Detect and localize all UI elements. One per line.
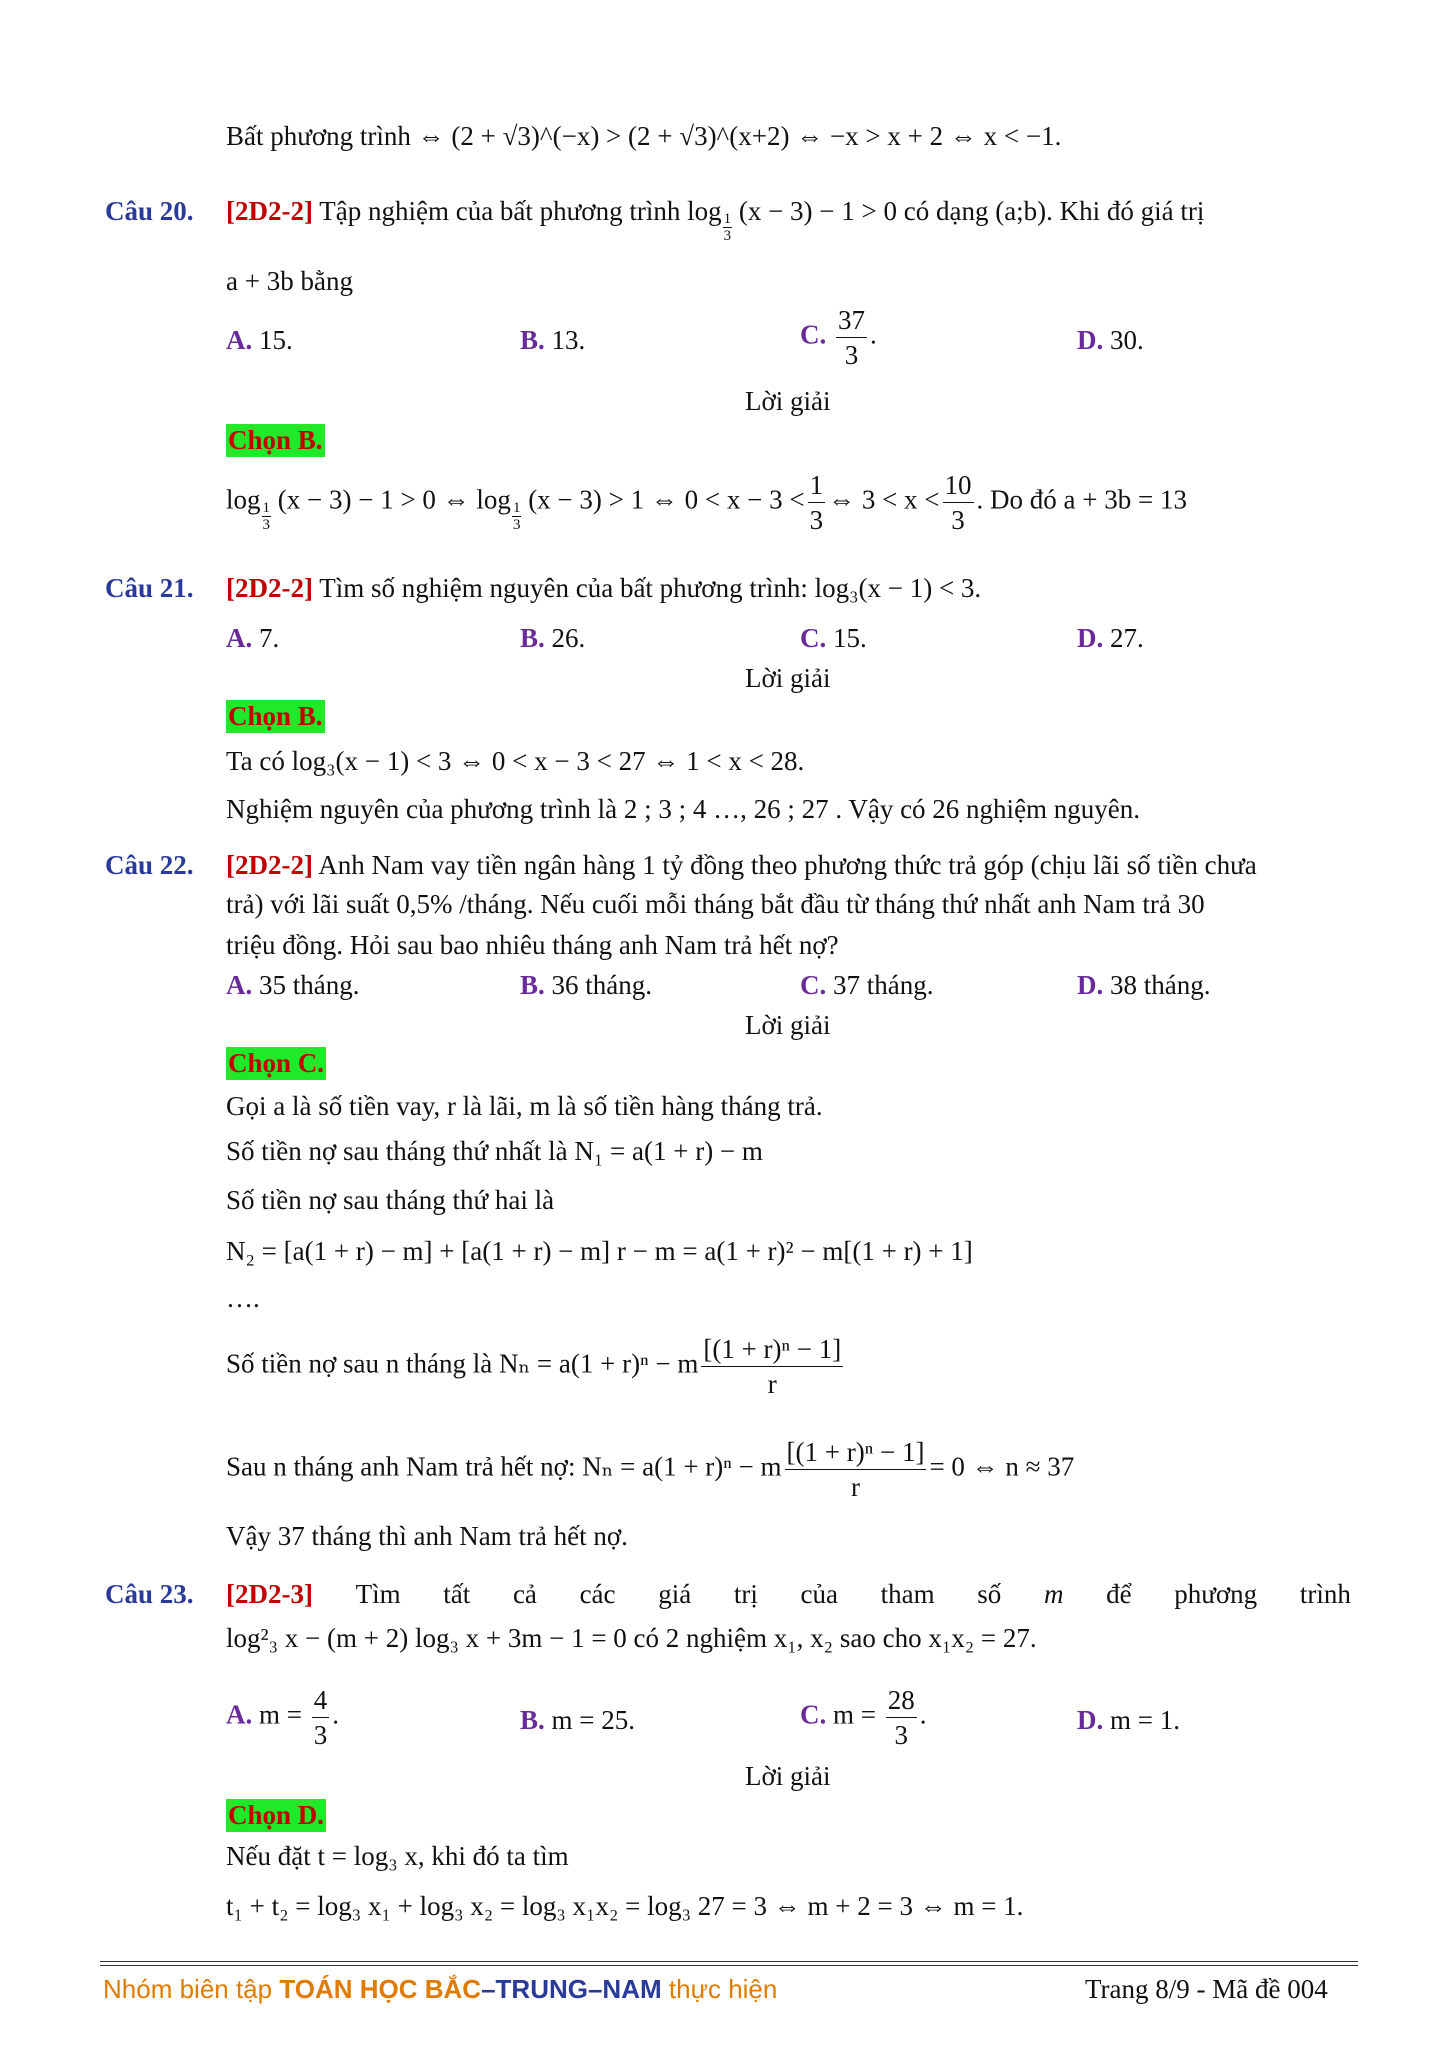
footer-divider-second: [100, 1965, 1358, 1966]
log-base-fraction: $\frac{1}{3}$: [723, 211, 732, 244]
question-22-solution-line-4: N₂ = [a(1 + r) − m] + [a(1 + r) − m] r − m = a(1 + r)² − m[(1 + r) + 1]: [226, 1236, 973, 1266]
question-22-text-line-3: triệu đồng. Hỏi sau bao nhiêu tháng anh Nam trả hết nợ?: [226, 930, 839, 960]
question-22-text-line-2: trả) với lãi suất 0,5% /tháng. Nếu cuối mỗi tháng bắt đầu từ tháng thứ nhất anh Nam trả 30: [226, 889, 1205, 919]
question-20-option-a: A. 15.: [226, 325, 293, 355]
question-22-option-a: A. 35 tháng.: [226, 970, 360, 1000]
question-22-solution-nth-month: Số tiền nợ sau n tháng là Nₙ = a(1 + r)ⁿ − m $\frac{\text{[(1 + r)ⁿ − 1]}}{r}$: [226, 1334, 842, 1399]
question-22-solution-line-5: ….: [226, 1283, 260, 1313]
question-22-option-d: D. 38 tháng.: [1077, 970, 1211, 1000]
intro-line: Bất phương trình ⇔ (2 + √3)^(−x) > (2 + √3)^(x+2) ⇔ −x > x + 2 ⇔ x < −1.: [226, 121, 1062, 151]
question-22-solution-line-2: Số tiền nợ sau tháng thứ nhất là N₁ = a(1 + r) − m: [226, 1136, 763, 1166]
question-22-solution-label: Lời giải: [745, 1010, 831, 1040]
question-20-answer-highlight: Chọn B.: [228, 425, 323, 455]
question-20-text-line2: a + 3b bằng: [226, 266, 353, 296]
question-21-option-b: B. 26.: [520, 623, 586, 653]
question-23-option-a: A. m = $\frac{4}{3}$ .: [226, 1685, 339, 1750]
question-21-answer-highlight: Chọn B.: [228, 701, 323, 731]
question-22-text-line-1: [2D2-2] Anh Nam vay tiền ngân hàng 1 tỷ đồng theo phương thức trả góp (chịu lãi số tiền chưa: [226, 850, 1257, 880]
question-22-answer-highlight: Chọn C.: [228, 1048, 325, 1078]
question-21-text: [2D2-2] Tìm số nghiệm nguyên của bất phương trình: log₃(x − 1) < 3.: [226, 573, 982, 603]
question-23-number: Câu 23.: [105, 1579, 194, 1609]
question-22-option-b: B. 36 tháng.: [520, 970, 653, 1000]
question-22-solution-final: Sau n tháng anh Nam trả hết nợ: Nₙ = a(1 + r)ⁿ − m $\frac{\text{[(1 + r)ⁿ − 1]}}{r}$ = 0 ⇔ n ≈ 37: [226, 1437, 1075, 1502]
question-21-option-a: A. 7.: [226, 623, 280, 653]
question-21-solution-line-2: Nghiệm nguyên của phương trình là 2 ; 3 ; 4 …, 26 ; 27 . Vậy có 26 nghiệm nguyên.: [226, 794, 1141, 824]
question-20-tag: [2D2-2]: [226, 196, 313, 226]
question-21-option-c: C. 15.: [800, 623, 867, 653]
question-20-solution-line: log $\frac{1}{3}$ (x − 3) − 1 > 0 ⇔ log $\frac{1}{3}$ (x − 3) > 1 ⇔ 0 < x − 3 < $\frac{1}{3}$ ⇔ 3 < x < $\frac{10}{3}$ . Do đó a + 3b = 13: [226, 470, 1187, 535]
footer-divider: [100, 1961, 1358, 1962]
question-23-solution-line-2: t₁ + t₂ = log₃ x₁ + log₃ x₂ = log₃ x₁x₂ = log₃ 27 = 3 ⇔ m + 2 = 3 ⇔ m = 1.: [226, 1891, 1024, 1921]
question-20-number: Câu 20.: [105, 196, 194, 226]
option-c-fraction: $\frac{37}{3}$: [838, 305, 865, 370]
question-21-option-d: D. 27.: [1077, 623, 1144, 653]
question-21-solution-line-1: Ta có log₃(x − 1) < 3 ⇔ 0 < x − 3 < 27 ⇔ 1 < x < 28.: [226, 746, 805, 776]
question-21-solution-label: Lời giải: [745, 663, 831, 693]
question-23-text-line-2: log²₃ x − (m + 2) log₃ x + 3m − 1 = 0 có 2 nghiệm x₁, x₂ sao cho x₁x₂ = 27.: [226, 1623, 1037, 1653]
question-20-text: [2D2-2] Tập nghiệm của bất phương trình log $\frac{1}{3}$ (x − 3) − 1 > 0 có dạng (a;b). Khi đó giá trị: [226, 196, 1205, 244]
question-20-solution-label: Lời giải: [745, 386, 831, 416]
question-23-option-b: B. m = 25.: [520, 1705, 635, 1735]
footer-page-number: Trang 8/9 - Mã đề 004: [1085, 1974, 1328, 2004]
question-23-solution-line-1: Nếu đặt t = log₃ x, khi đó ta tìm: [226, 1841, 569, 1871]
question-21-number: Câu 21.: [105, 573, 194, 603]
footer-group-credit: Nhóm biên tập TOÁN HỌC BẮC–TRUNG–NAM thực hiện: [103, 1974, 778, 2004]
question-20-option-c: C. $\frac{37}{3}$ .: [800, 305, 877, 370]
question-20-option-b: B. 13.: [520, 325, 586, 355]
question-23-option-d: D. m = 1.: [1077, 1705, 1180, 1735]
question-22-solution-conclusion: Vậy 37 tháng thì anh Nam trả hết nợ.: [226, 1521, 628, 1551]
question-22-option-c: C. 37 tháng.: [800, 970, 934, 1000]
question-22-solution-line-1: Gọi a là số tiền vay, r là lãi, m là số tiền hàng tháng trả.: [226, 1091, 823, 1121]
question-22-number: Câu 22.: [105, 850, 194, 880]
question-20-option-d: D. 30.: [1077, 325, 1144, 355]
question-23-answer-highlight: Chọn D.: [228, 1800, 325, 1830]
question-23-solution-label: Lời giải: [745, 1761, 831, 1791]
question-23-text-line-1: [2D2-3] Tìm tất cả các giá trị của tham số m để phương trình: [226, 1579, 1351, 1609]
question-22-solution-line-3: Số tiền nợ sau tháng thứ hai là: [226, 1185, 555, 1215]
question-23-option-c: C. m = $\frac{28}{3}$ .: [800, 1685, 927, 1750]
